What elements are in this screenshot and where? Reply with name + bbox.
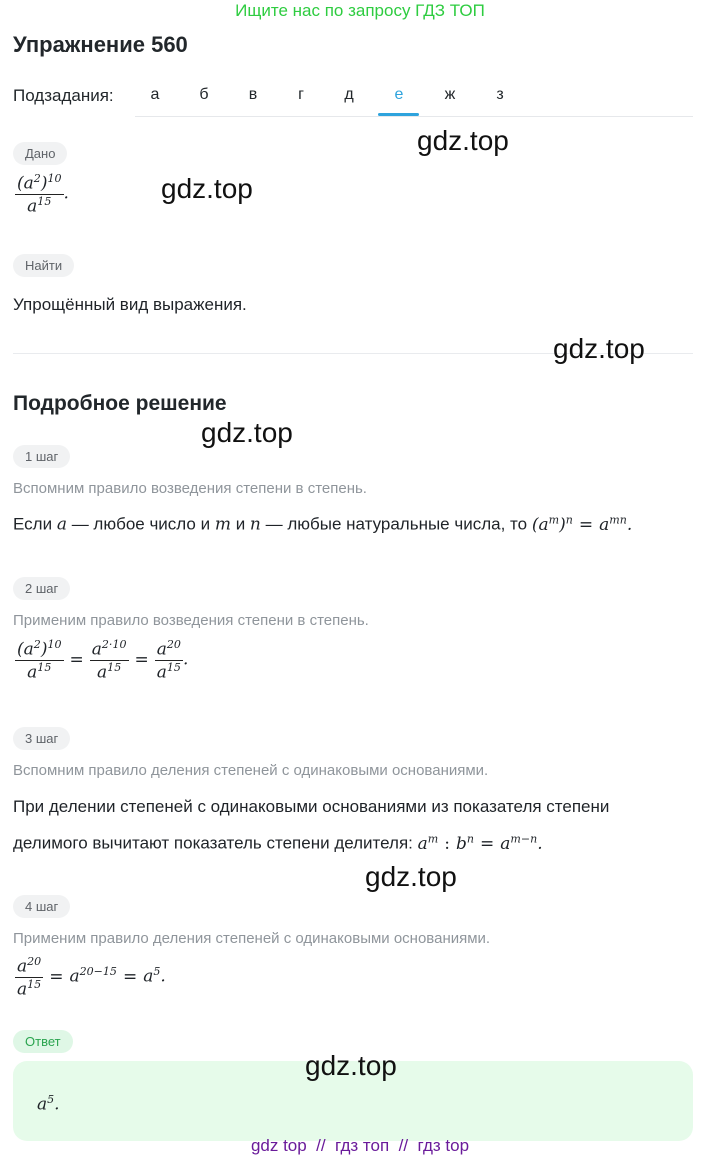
footer-links[interactable]: gdz top // гдз топ // гдз top (250, 1136, 470, 1155)
solution-title: Подробное решение (13, 392, 227, 415)
step-1-text: Если a — любое число и m и n — любые натуральные числа, то $(a^m)^n = a^{mn}$. (13, 513, 633, 535)
watermark: gdz.top (305, 1050, 397, 1081)
find-badge: Найти (13, 254, 74, 277)
watermark: gdz.top (417, 125, 509, 156)
watermark: gdz.top (201, 417, 293, 448)
step-3-line-1: При делении степеней с одинаковыми основаниями из показателя степени (13, 797, 610, 816)
step-2-badge: 2 шаг (13, 577, 70, 600)
watermark: gdz.top (365, 861, 457, 892)
tab-a[interactable]: а (150, 86, 160, 103)
tab-e[interactable]: е (394, 86, 404, 103)
tab-g[interactable]: г (298, 86, 304, 103)
find-text: Упрощённый вид выражения. (13, 295, 247, 314)
subtask-tabs (135, 80, 693, 117)
step-1-badge: 1 шаг (13, 445, 70, 468)
answer-value: $a^5$. (37, 1093, 60, 1115)
tab-d[interactable]: д (344, 86, 354, 103)
tab-z[interactable]: з (496, 86, 504, 103)
step-4-formula: $\frac{a^{20}}{a^{15}}$ = $a^{20-15} = a^5$. (17, 955, 166, 1000)
page-title: Упражнение 560 (13, 32, 188, 57)
given-expression: $\frac{(a^2)^{10}}{a^{15}}$ . (17, 172, 69, 217)
step-4-hint: Применим правило деления степеней с одинаковыми основаниями. (13, 930, 491, 947)
active-tab-indicator (378, 113, 419, 116)
answer-badge: Ответ (13, 1030, 73, 1053)
watermark: gdz.top (553, 333, 645, 364)
step-1-hint: Вспомним правило возведения степени в степень. (13, 480, 367, 497)
step-3-badge: 3 шаг (13, 727, 70, 750)
step-2-formula: $\frac{(a^2)^{10}}{a^{15}}$ = $\frac{a^{2\cdot 10}}{a^{15}}$ = $\frac{a^{20}}{a^{15}}$ . (17, 638, 189, 683)
step-2-hint: Применим правило возведения степени в степень. (13, 612, 369, 629)
step-3-hint: Вспомним правило деления степеней с одинаковыми основаниями. (13, 762, 489, 779)
step-3-line-2: делимого вычитают показатель степени делителя: $a^m$ : $b^n = a^{m-n}$. (13, 832, 543, 854)
watermark: gdz.top (161, 173, 253, 204)
top-banner: Ищите нас по запросу ГДЗ ТОП (235, 1, 485, 20)
given-badge: Дано (13, 142, 67, 165)
tab-zh[interactable]: ж (444, 86, 456, 103)
step-4-badge: 4 шаг (13, 895, 70, 918)
tab-b[interactable]: б (199, 86, 209, 103)
tab-v[interactable]: в (248, 86, 258, 103)
subtasks-label: Подзадания: (13, 86, 114, 105)
